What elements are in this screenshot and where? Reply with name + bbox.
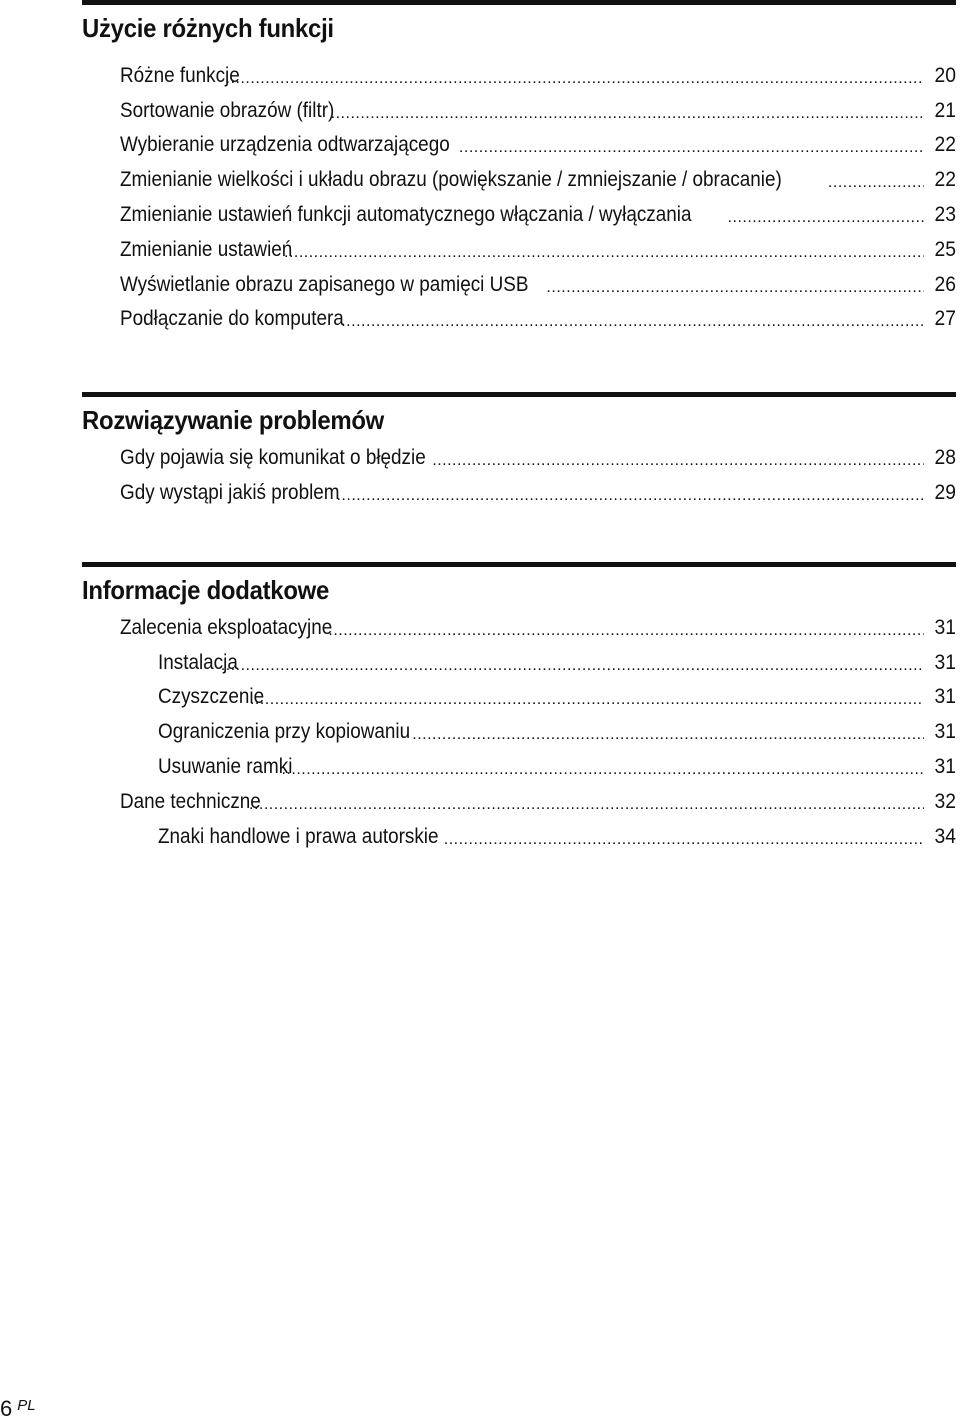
- toc-dot-leader: [546, 278, 924, 298]
- toc-list: [82, 436, 956, 506]
- toc-list: [82, 606, 956, 850]
- toc-entry-page: 21: [934, 98, 956, 122]
- section-heading: Użycie różnych funkcji: [82, 13, 334, 43]
- toc-entry-page: 29: [934, 480, 956, 504]
- toc-entry-page: 31: [934, 615, 956, 639]
- toc-dot-leader: [281, 760, 924, 780]
- toc-dot-leader: [459, 138, 924, 158]
- toc-entry[interactable]: [82, 471, 956, 506]
- toc-entry-label: Instalacja: [158, 650, 238, 674]
- toc-entry-page: 31: [934, 754, 956, 778]
- toc-entry-page: 20: [934, 63, 956, 87]
- section-heading: Rozwiązywanie problemów: [82, 405, 385, 435]
- toc-entry-label: Gdy wystąpi jakiś problem: [120, 480, 340, 504]
- toc-subentry[interactable]: [82, 641, 956, 676]
- toc-entry-page: 31: [934, 685, 956, 709]
- toc-entry[interactable]: [82, 780, 956, 815]
- toc-subentry[interactable]: [82, 676, 956, 711]
- toc-entry[interactable]: [82, 263, 956, 298]
- section-divider: [82, 562, 956, 567]
- toc-dot-leader: [336, 486, 924, 506]
- toc-entry-page: 26: [934, 272, 956, 296]
- section-divider: [82, 392, 956, 397]
- toc-entry-page: 34: [934, 824, 956, 848]
- toc-dot-leader: [828, 173, 924, 193]
- toc-entry-label: Podłączanie do komputera: [120, 307, 344, 331]
- toc-dot-leader: [250, 690, 924, 710]
- toc-entry-page: 25: [934, 237, 956, 261]
- toc-dot-leader: [412, 725, 924, 745]
- toc-section-troubleshooting: [82, 392, 956, 506]
- toc-entry-page: 23: [934, 202, 956, 226]
- toc-entry-label: Czyszczenie: [158, 685, 265, 709]
- toc-subentry[interactable]: [82, 815, 956, 850]
- toc-section-various-functions: [82, 0, 956, 332]
- toc-entry-label: Wyświetlanie obrazu zapisanego w pamięci USB: [120, 272, 529, 296]
- page-footer: [0, 1392, 36, 1423]
- page-number: 6: [0, 1396, 13, 1421]
- toc-entry-page: 22: [934, 168, 956, 192]
- toc-entry[interactable]: [82, 228, 956, 263]
- language-code: PL: [17, 1397, 36, 1414]
- toc-entry-label: Różne funkcje: [120, 63, 240, 87]
- toc-entry-page: 22: [934, 133, 956, 157]
- toc-dot-leader: [284, 243, 924, 263]
- toc-dot-leader: [226, 69, 924, 89]
- toc-entry-label: Sortowanie obrazów (filtr): [120, 98, 335, 122]
- toc-entry[interactable]: [82, 193, 956, 228]
- toc-entry-page: 32: [934, 789, 956, 813]
- toc-entry-label: Zmienianie ustawień: [120, 237, 293, 261]
- toc-entry-label: Zmienianie ustawień funkcji automatycznego włączania / wyłączania: [120, 202, 692, 226]
- toc-entry-label: Zalecenia eksploatacyjne: [120, 615, 333, 639]
- toc-entry-page: 31: [934, 650, 956, 674]
- toc-dot-leader: [444, 830, 924, 850]
- toc-entry[interactable]: [82, 436, 956, 471]
- toc-subentry[interactable]: [82, 745, 956, 780]
- toc-entry[interactable]: [82, 606, 956, 641]
- toc-dot-leader: [728, 208, 924, 228]
- toc-entry-label: Dane techniczne: [120, 789, 261, 813]
- toc-subentry[interactable]: [82, 710, 956, 745]
- toc-dot-leader: [221, 656, 924, 676]
- toc-entry-page: 27: [934, 307, 956, 331]
- toc-entry-label: Wybieranie urządzenia odtwarzającego: [120, 133, 450, 157]
- toc-entry-label: Usuwanie ramki: [158, 754, 293, 778]
- toc-entry[interactable]: [82, 124, 956, 159]
- toc-list: [82, 54, 956, 332]
- toc-entry[interactable]: [82, 89, 956, 124]
- toc-entry-label: Zmienianie wielkości i układu obrazu (powiększanie / zmniejszanie / obracanie): [120, 168, 782, 192]
- toc-dot-leader: [432, 451, 924, 471]
- toc-dot-leader: [249, 795, 924, 815]
- toc-entry-label: Ograniczenia przy kopiowaniu: [158, 720, 411, 744]
- section-heading: Informacje dodatkowe: [82, 575, 330, 605]
- toc-entry-label: Gdy pojawia się komunikat o błędzie: [120, 445, 426, 469]
- toc-entry[interactable]: [82, 54, 956, 89]
- toc-dot-leader: [328, 621, 924, 641]
- toc-entry-page: 31: [934, 720, 956, 744]
- toc-section-additional-info: [82, 562, 956, 850]
- toc-entry[interactable]: [82, 158, 956, 193]
- section-divider: [82, 0, 956, 5]
- toc-dot-leader: [331, 104, 924, 124]
- toc-entry-page: 28: [934, 445, 956, 469]
- toc-entry-label: Znaki handlowe i prawa autorskie: [158, 824, 439, 848]
- toc-dot-leader: [341, 312, 924, 332]
- toc-entry[interactable]: [82, 298, 956, 333]
